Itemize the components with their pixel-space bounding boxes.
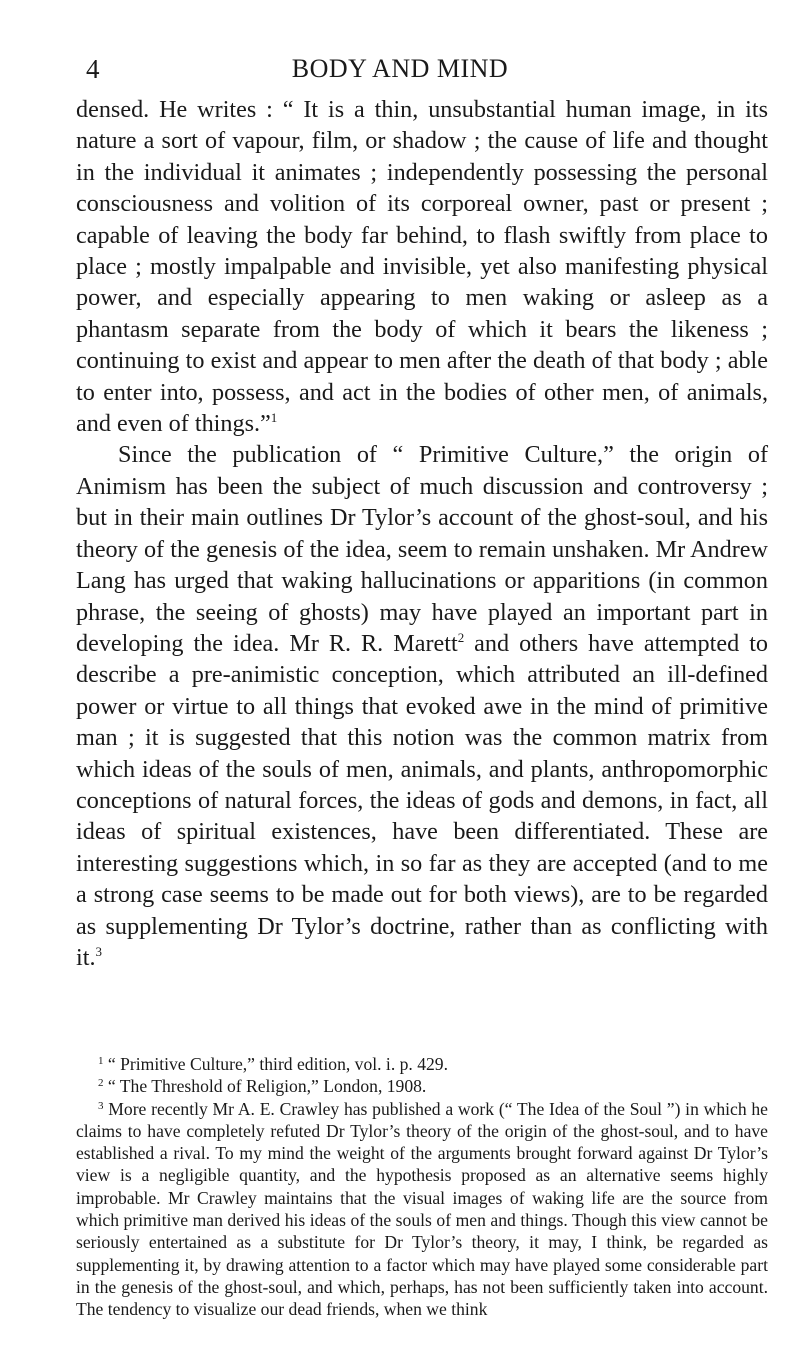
- footnote-text: “ The Threshold of Religion,” London, 1908.: [103, 1076, 427, 1097]
- paragraph-text: and others have attempted to describe a pre-animistic conception, which attributed an ill-defined power or virtue to all things that evoked awe in the mind of primitive man ; it is suggested that this notion was the common matrix from which ideas of the souls of men, animals, and plants, anthropomorphic conceptions of natural forces, the ideas of gods and demons, in fact, all ideas of spiritual existences, have been differentiated. These are interesting suggestions which, in so far as they are accepted (and to me a strong case seems to be made out for both views), are to be regarded as supplementing Dr Tylor’s doctrine, rather than as conflicting with it.: [76, 629, 769, 971]
- page-number: 4: [86, 54, 100, 84]
- paragraph-text: densed. He writes : “ It is a thin, unsubstantial human image, in its nature a sort of vapour, film, or shadow ; the cause of life and thought in the individual it animates ; independently possessing the personal consciousness and volition of its corporeal owner, past or present ; capable of leaving the body far behind, to flash swiftly from place to place ; mostly impalpable and invisible, yet also manifesting physical power, and especially appearing to men waking or asleep as a phantasm separate from the body of which it bears the likeness ; continuing to exist and appear to men after the death of that body ; able to enter into, possess, and act in the bodies of other men, of animals, and even of things.”: [76, 96, 768, 438]
- paragraph: [76, 439, 768, 973]
- footnote-ref: 2: [457, 629, 465, 645]
- footnote: [76, 1098, 768, 1321]
- footnotes: [76, 1053, 768, 1321]
- footnote-marker: 1: [98, 1055, 104, 1067]
- footnote: [76, 1075, 768, 1097]
- paragraph-text: Since the publication of “ Primitive Culture,” the origin of Animism has been the subject of much discussion and controversy ; but in their main outlines Dr Tylor’s account of the ghost-soul, and his theory of the genesis of the idea, seem to remain unshaken. Mr Andrew Lang has urged that waking hallucinations or apparitions (in common phrase, the seeing of ghosts) may have played an important part in developing the idea. Mr R. R. Marett: [76, 441, 768, 657]
- page-header: [0, 50, 800, 90]
- footnote: [76, 1053, 768, 1075]
- footnote-text: “ Primitive Culture,” third edition, vol. i. p. 429.: [103, 1054, 449, 1074]
- main-text: [76, 94, 768, 973]
- paragraph: [76, 94, 768, 439]
- footnote-text: More recently Mr A. E. Crawley has published a work (“ The Idea of the Soul ”) in which he claims to have completely refuted Dr Tylor’s theory of the origin of the ghost-soul, and to have established a rival. To my mind the weight of the arguments brought forward against Dr Tylor’s view is a negligible quantity, and the hypothesis proposed as an alternative seems highly improbable. Mr Crawley maintains that the visual images of waking life are the source from which primitive man derived his ideas of the souls of men and things. Though this view cannot be seriously entertained as a substitute for Dr Tylor’s theory, it may, I think, be regarded as supplementing it, by drawing attention to a factor which may have played some considerable part in the genesis of the ghost-soul, and which, perhaps, has not been sufficiently taken into account. The tendency to visualize our dead friends, when we think: [76, 1098, 768, 1320]
- footnote-marker: 3: [98, 1099, 104, 1112]
- footnote-marker: 2: [98, 1077, 104, 1090]
- footnote-ref: 1: [270, 410, 278, 426]
- footnote-ref: 3: [95, 943, 102, 959]
- running-head: BODY AND MIND: [291, 54, 509, 83]
